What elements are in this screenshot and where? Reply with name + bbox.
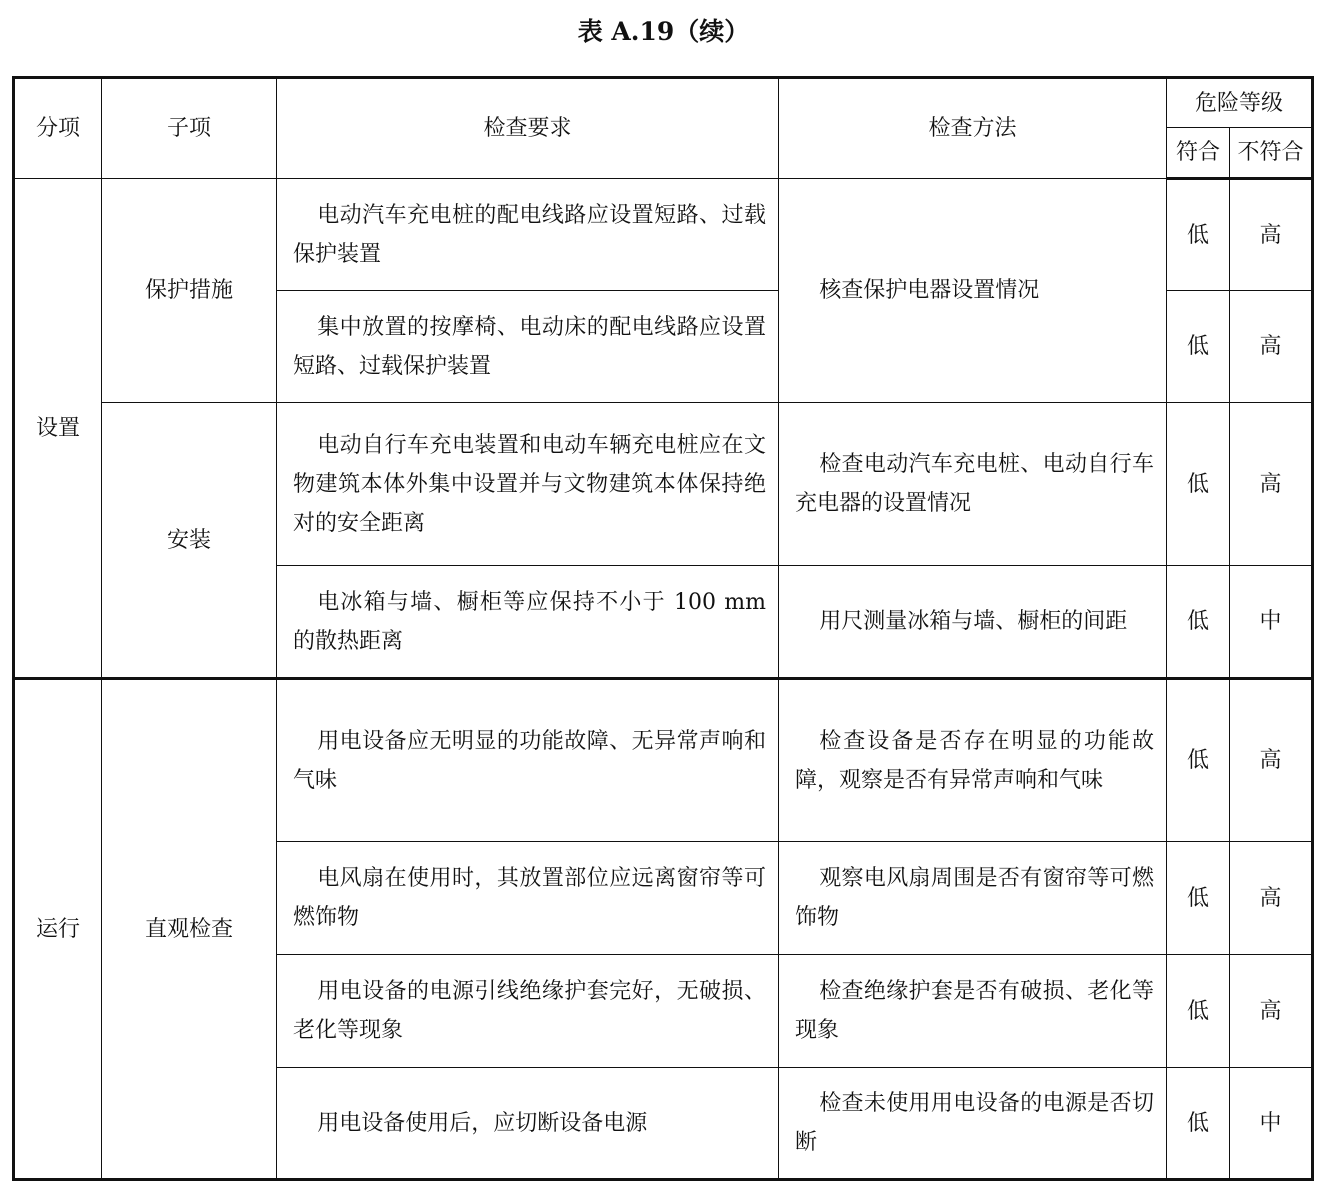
table-row	[14, 403, 1313, 566]
method-cell: 检查未使用用电设备的电源是否切断	[779, 1068, 1167, 1180]
requirement-cell: 用电设备使用后，应切断设备电源	[277, 1068, 779, 1180]
requirement-cell: 电动自行车充电装置和电动车辆充电桩应在文物建筑本体外集中设置并与文物建筑本体保持绝对的安全距离	[277, 403, 779, 566]
table-row	[14, 679, 1313, 842]
requirement-cell: 集中放置的按摩椅、电动床的配电线路应设置短路、过载保护装置	[277, 291, 779, 403]
subitem-cell: 保护措施	[102, 179, 277, 403]
noncomply-cell: 高	[1230, 679, 1313, 842]
subitem-cell: 直观检查	[102, 679, 277, 1180]
noncomply-cell: 中	[1230, 566, 1313, 679]
header-requirement: 检查要求	[277, 78, 779, 179]
header-subitem: 子项	[102, 78, 277, 179]
header-category: 分项	[14, 78, 102, 179]
category-cell: 设置	[14, 179, 102, 679]
requirement-cell: 电风扇在使用时，其放置部位应远离窗帘等可燃饰物	[277, 842, 779, 955]
method-cell: 检查电动汽车充电桩、电动自行车充电器的设置情况	[779, 403, 1167, 566]
comply-cell: 低	[1167, 955, 1230, 1068]
comply-cell: 低	[1167, 566, 1230, 679]
method-cell: 检查绝缘护套是否有破损、老化等现象	[779, 955, 1167, 1068]
requirement-cell: 电冰箱与墙、橱柜等应保持不小于 100 mm 的散热距离	[277, 566, 779, 679]
noncomply-cell: 中	[1230, 1068, 1313, 1180]
comply-cell: 低	[1167, 679, 1230, 842]
header-comply: 符合	[1167, 128, 1230, 179]
inspection-table	[12, 76, 1314, 1181]
noncomply-cell: 高	[1230, 842, 1313, 955]
requirement-cell: 用电设备的电源引线绝缘护套完好，无破损、老化等现象	[277, 955, 779, 1068]
method-cell: 用尺测量冰箱与墙、橱柜的间距	[779, 566, 1167, 679]
method-cell: 核查保护电器设置情况	[779, 179, 1167, 403]
noncomply-cell: 高	[1230, 955, 1313, 1068]
method-cell: 观察电风扇周围是否有窗帘等可燃饰物	[779, 842, 1167, 955]
comply-cell: 低	[1167, 179, 1230, 291]
comply-cell: 低	[1167, 291, 1230, 403]
header-noncomply: 不符合	[1230, 128, 1313, 179]
category-cell: 运行	[14, 679, 102, 1180]
table-row	[14, 179, 1313, 291]
comply-cell: 低	[1167, 1068, 1230, 1180]
noncomply-cell: 高	[1230, 179, 1313, 291]
table-title: 表 A.19（续）	[577, 17, 750, 46]
header-risk: 危险等级	[1167, 78, 1313, 128]
comply-cell: 低	[1167, 842, 1230, 955]
comply-cell: 低	[1167, 403, 1230, 566]
subitem-cell: 安装	[102, 403, 277, 679]
header-method: 检查方法	[779, 78, 1167, 179]
noncomply-cell: 高	[1230, 403, 1313, 566]
noncomply-cell: 高	[1230, 291, 1313, 403]
requirement-cell: 电动汽车充电桩的配电线路应设置短路、过载保护装置	[277, 179, 779, 291]
requirement-cell: 用电设备应无明显的功能故障、无异常声响和气味	[277, 679, 779, 842]
method-cell: 检查设备是否存在明显的功能故障，观察是否有异常声响和气味	[779, 679, 1167, 842]
